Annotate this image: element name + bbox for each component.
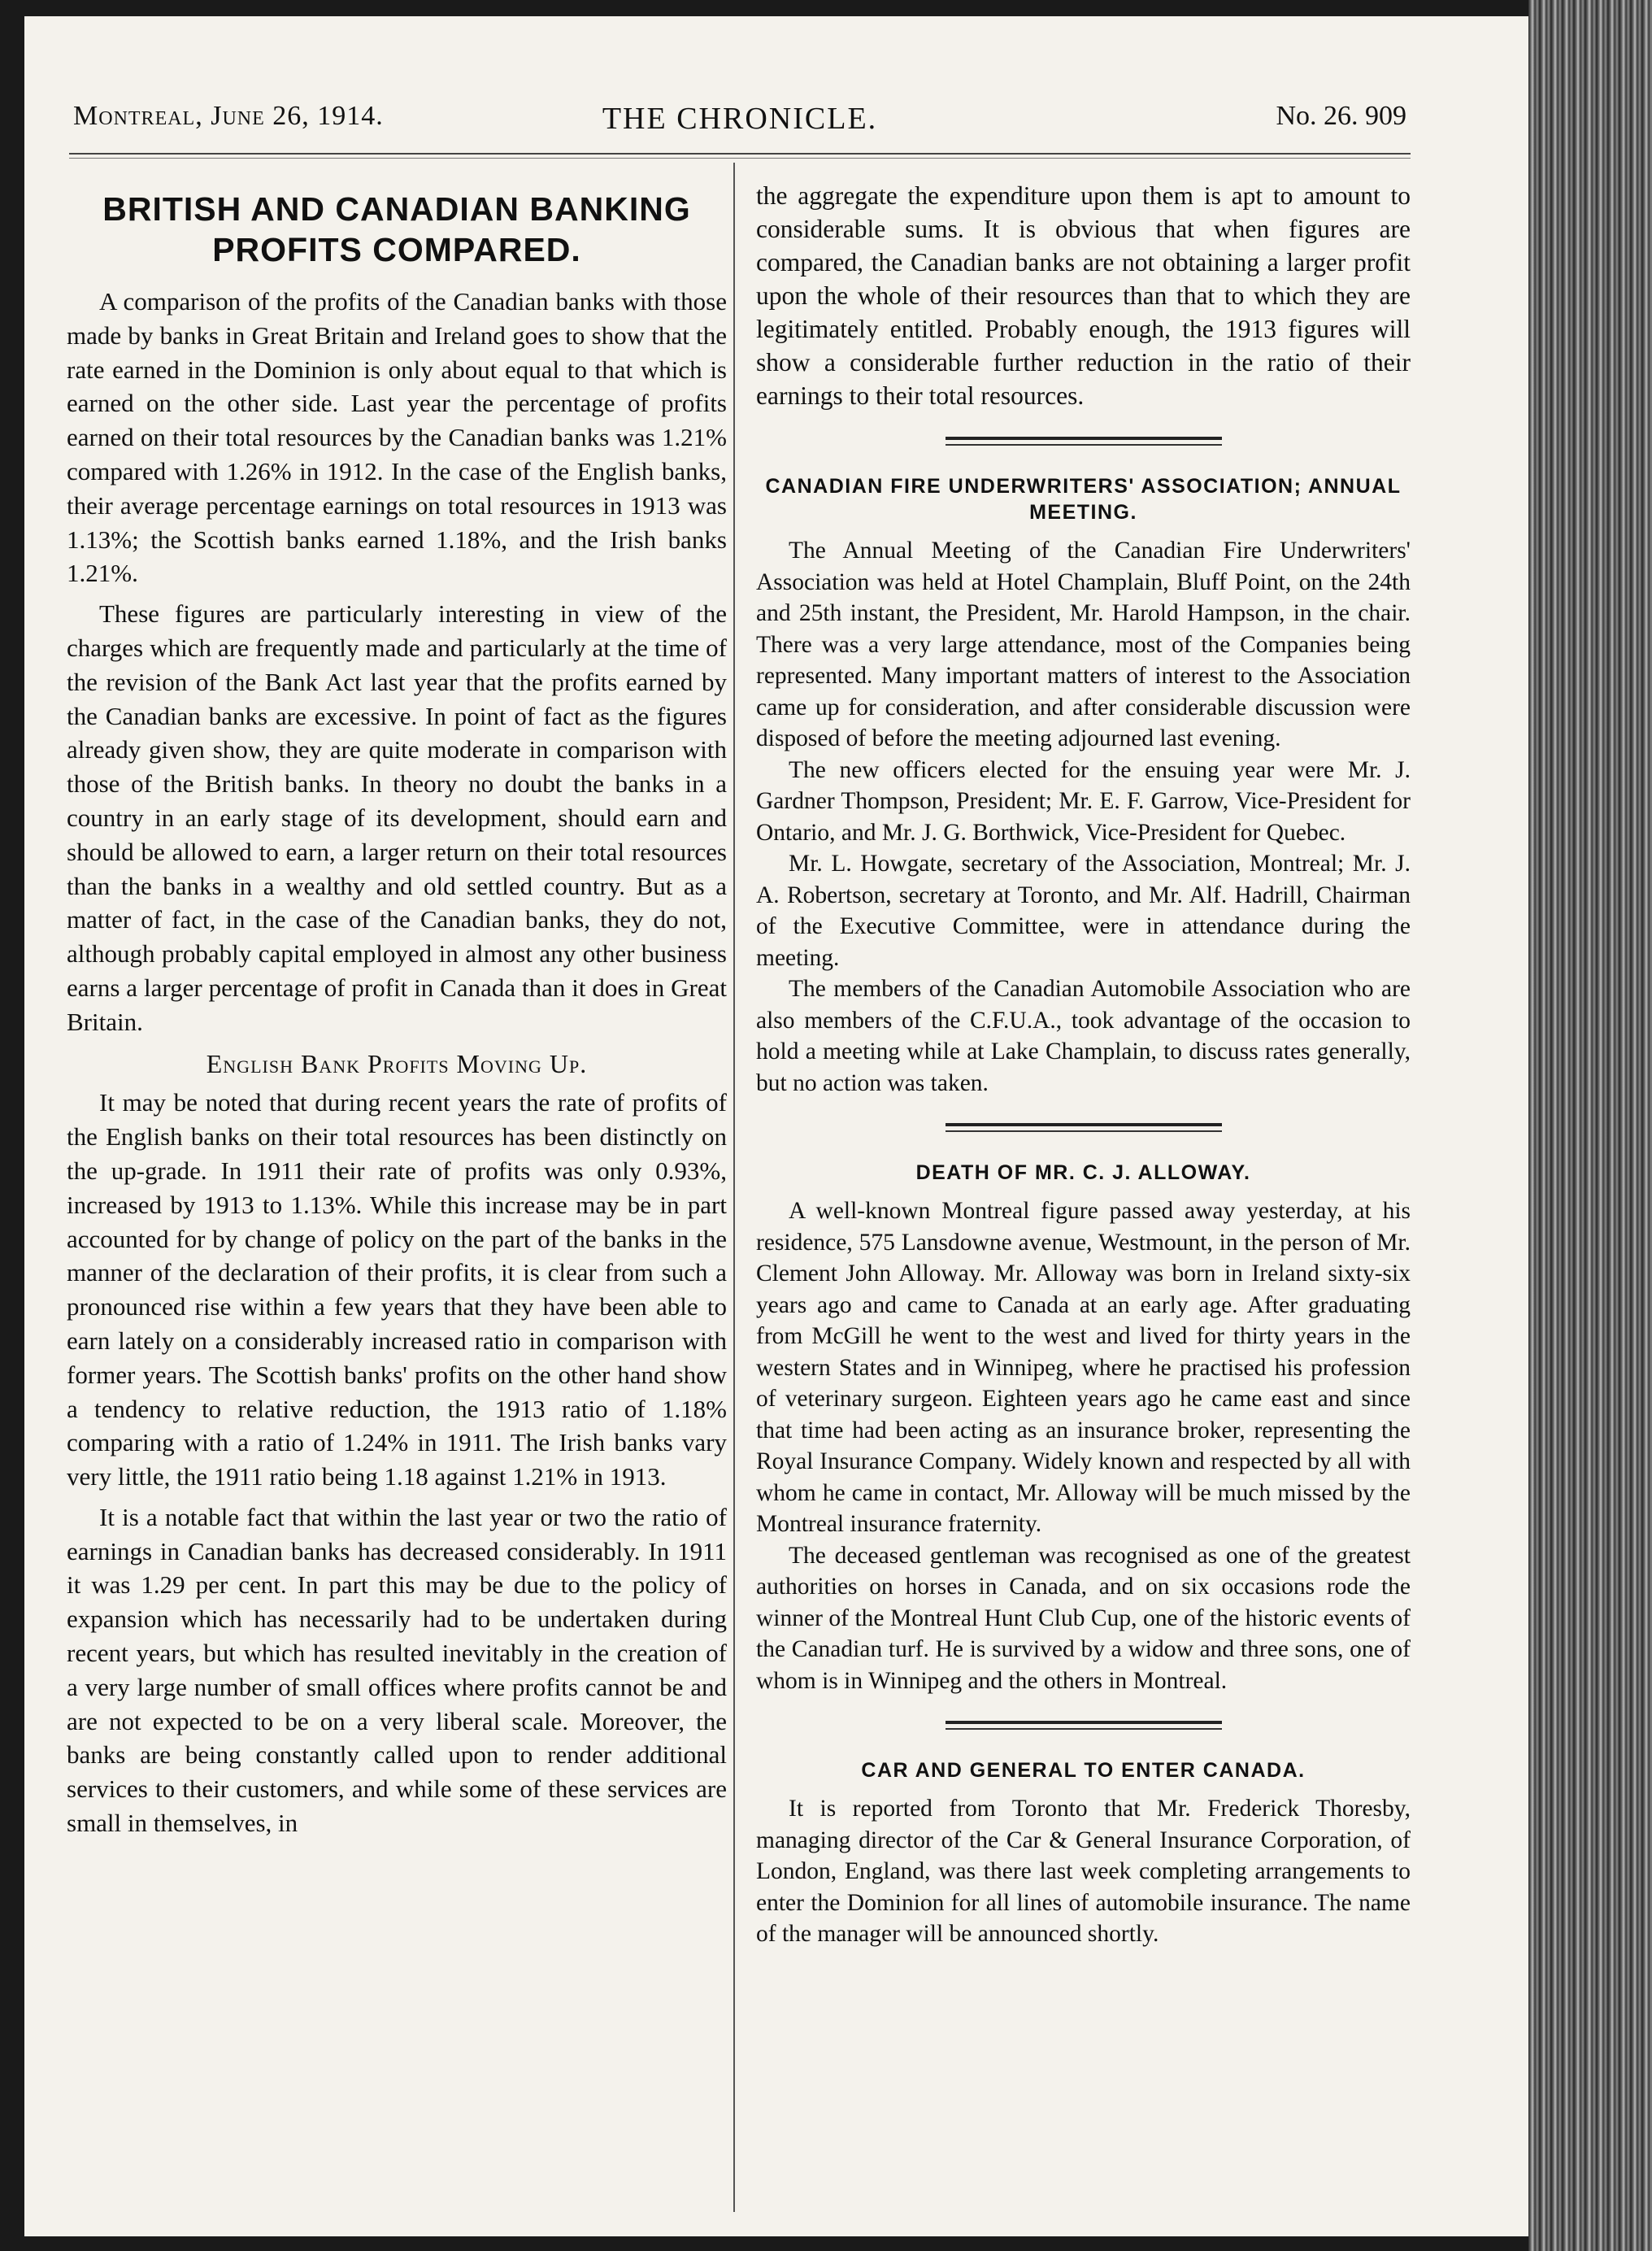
paragraph: A comparison of the profits of the Canadian banks with those made by banks in Great Britain and Ireland goes to show that the rate earned in the Dominion is only about equal to that which is earned on the other side. Last year the percentage of profits earned on their total resources by the Canadian banks was 1.21% compared with 1.26% in 1912. In the case of the English banks, their average percentage earnings on total resources in 1913 was 1.13%; the Scottish banks earned 1.18%, and the Irish banks 1.21%. <box>67 287 727 588</box>
section-separator <box>946 1123 1222 1132</box>
paragraph: It may be noted that during recent years the rate of profits of the English banks on their total resources has been distinctly on the up-grade. In 1911 their rate of profits was only 0.93%, increased by 1913 to 1.13%. While this increase may be in part accounted for by change of policy on the part of the banks in the manner of the declaration of their profits, it is clear from such a pronounced rise within a few years that they have been able to earn lately on a considerably increased ratio in comparison with former years. The Scottish banks' profits on the other hand show a tendency to relative reduction, the 1913 ratio of 1.18% comparing with a ratio of 1.24% in 1911. The Irish banks vary very little, the 1911 ratio being 1.18 against 1.21% in 1913. <box>67 1088 727 1491</box>
paragraph: A well-known Montreal figure passed away yesterday, at his residence, 575 Lansdowne avenue, Westmount, in the person of Mr. Clement John Alloway. Mr. Alloway was born in Ireland sixty-six years ago and came to Canada at an early age. After graduating from McGill he went to the west and lived for thirty years in the western States and in Winnipeg, where he practised his profession of veterinary surgeon. Eighteen years ago he came east and since that time had been acting as an insurance broker, representing the Royal Insurance Company. Widely known and respected by all with whom he came in contact, Mr. Alloway will be much missed by the Montreal insurance fraternity. <box>756 1198 1411 1537</box>
publication-title: THE CHRONICLE. <box>602 102 878 136</box>
continued-paragraph: the aggregate the expenditure upon them is apt to amount to considerable sums. It is obvious that when figures are compared, the Canadian banks are not obtaining a larger profit upon the whole of their resources than that to which they are legitimately entitled. Probably enough, the 1913 figures will show a considerable further reduction in the ratio of their earnings to their total resources. <box>756 181 1411 410</box>
article-title-obituary: DEATH OF MR. C. J. ALLOWAY. <box>915 1161 1251 1184</box>
paragraph: The Annual Meeting of the Canadian Fire Underwriters' Association was held at Hotel Champlain, Bluff Point, on the 24th and 25th instant, the President, Mr. Harold Hampson, in the chair. There was a very large attendance, most of the Companies being represented. Many important matters of interest to the Association came up for consideration, and after considerable discussion were disposed of before the meeting adjourned last evening. <box>756 538 1411 751</box>
header-date: Montreal, June 26, 1914. <box>73 101 384 131</box>
paragraph: It is a notable fact that within the last year or two the ratio of earnings in Canadian banks has decreased considerably. In 1911 it was 1.29 per cent. In part this may be due to the policy of expansion which has necessarily had to be undertaken during recent years, but which has resulted inevitably in the creation of a very large number of small offices where profits cannot be and are not expected to be on a very liberal scale. Moreover, the banks are being constantly called upon to render additional services to their customers, and while some of these services are small in themselves, in <box>67 1502 727 1838</box>
paragraph: The deceased gentleman was recognised as one of the greatest authorities on horses in Canada, and on six occasions rode the winner of the Montreal Hunt Club Cup, one of the historic events of the Canadian turf. He is survived by a widow and three sons, one of whom is in Winnipeg and the others in Montreal. <box>756 1542 1411 1694</box>
paragraph: The members of the Canadian Automobile Association who are also members of the C.F.U.A., took advantage of the occasion to hold a meeting while at Lake Champlain, to discuss rates generally, but no action was taken. <box>756 976 1411 1096</box>
paragraph: The new officers elected for the ensuing year were Mr. J. Gardner Thompson, President; Mr. E. F. Garrow, Vice-President for Ontario, and Mr. J. G. Borthwick, Vice-President for Quebec. <box>756 756 1411 846</box>
newspaper-page <box>24 16 1528 2236</box>
book-binding-edge <box>1528 0 1652 2251</box>
paragraph: It is reported from Toronto that Mr. Frederick Thoresby, managing director of the Car & General Insurance Corporation, of London, England, was there last week completing arrangements to enter the Dominion for all lines of automobile insurance. The name of the manager will be announced shortly. <box>756 1796 1411 1947</box>
article-title-banking: BRITISH AND CANADIAN BANKING PROFITS COMPARED. <box>102 190 691 268</box>
right-column <box>756 179 1411 1950</box>
subheading: English Bank Profits Moving Up. <box>206 1048 588 1078</box>
header-issue-page: No. 26. 909 <box>1276 101 1406 131</box>
header-rule <box>69 153 1411 155</box>
section-separator <box>946 1721 1222 1730</box>
section-separator <box>946 437 1222 446</box>
column-divider <box>733 163 735 2212</box>
article-title-car-general: CAR AND GENERAL TO ENTER CANADA. <box>861 1759 1306 1782</box>
page-header <box>73 101 1406 142</box>
left-column <box>67 179 727 1840</box>
paragraph: Mr. L. Howgate, secretary of the Association, Montreal; Mr. J. A. Robertson, secretary at Toronto, and Mr. Alf. Hadrill, Chairman of the Executive Committee, were in attendance during the meeting. <box>756 851 1411 971</box>
article-title-fire-underwriters: CANADIAN FIRE UNDERWRITERS' ASSOCIATION; ANNUAL MEETING. <box>765 475 1402 524</box>
header-rule-thin <box>69 158 1411 159</box>
paragraph: These figures are particularly interesting in view of the charges which are frequently made and particularly at the time of the revision of the Bank Act last year that the profits earned by the Canadian banks are excessive. In point of fact as the figures already given show, they are quite moderate in comparison with those of the British banks. In theory no doubt the banks in a country in an early stage of its development, should earn and should be allowed to earn, a larger return on their total resources than the banks in a wealthy and old settled country. But as a matter of fact, in the case of the Canadian banks, they do not, although probably capital employed in almost any other business earns a larger percentage of profit in Canada than it does in Great Britain. <box>67 599 727 1036</box>
